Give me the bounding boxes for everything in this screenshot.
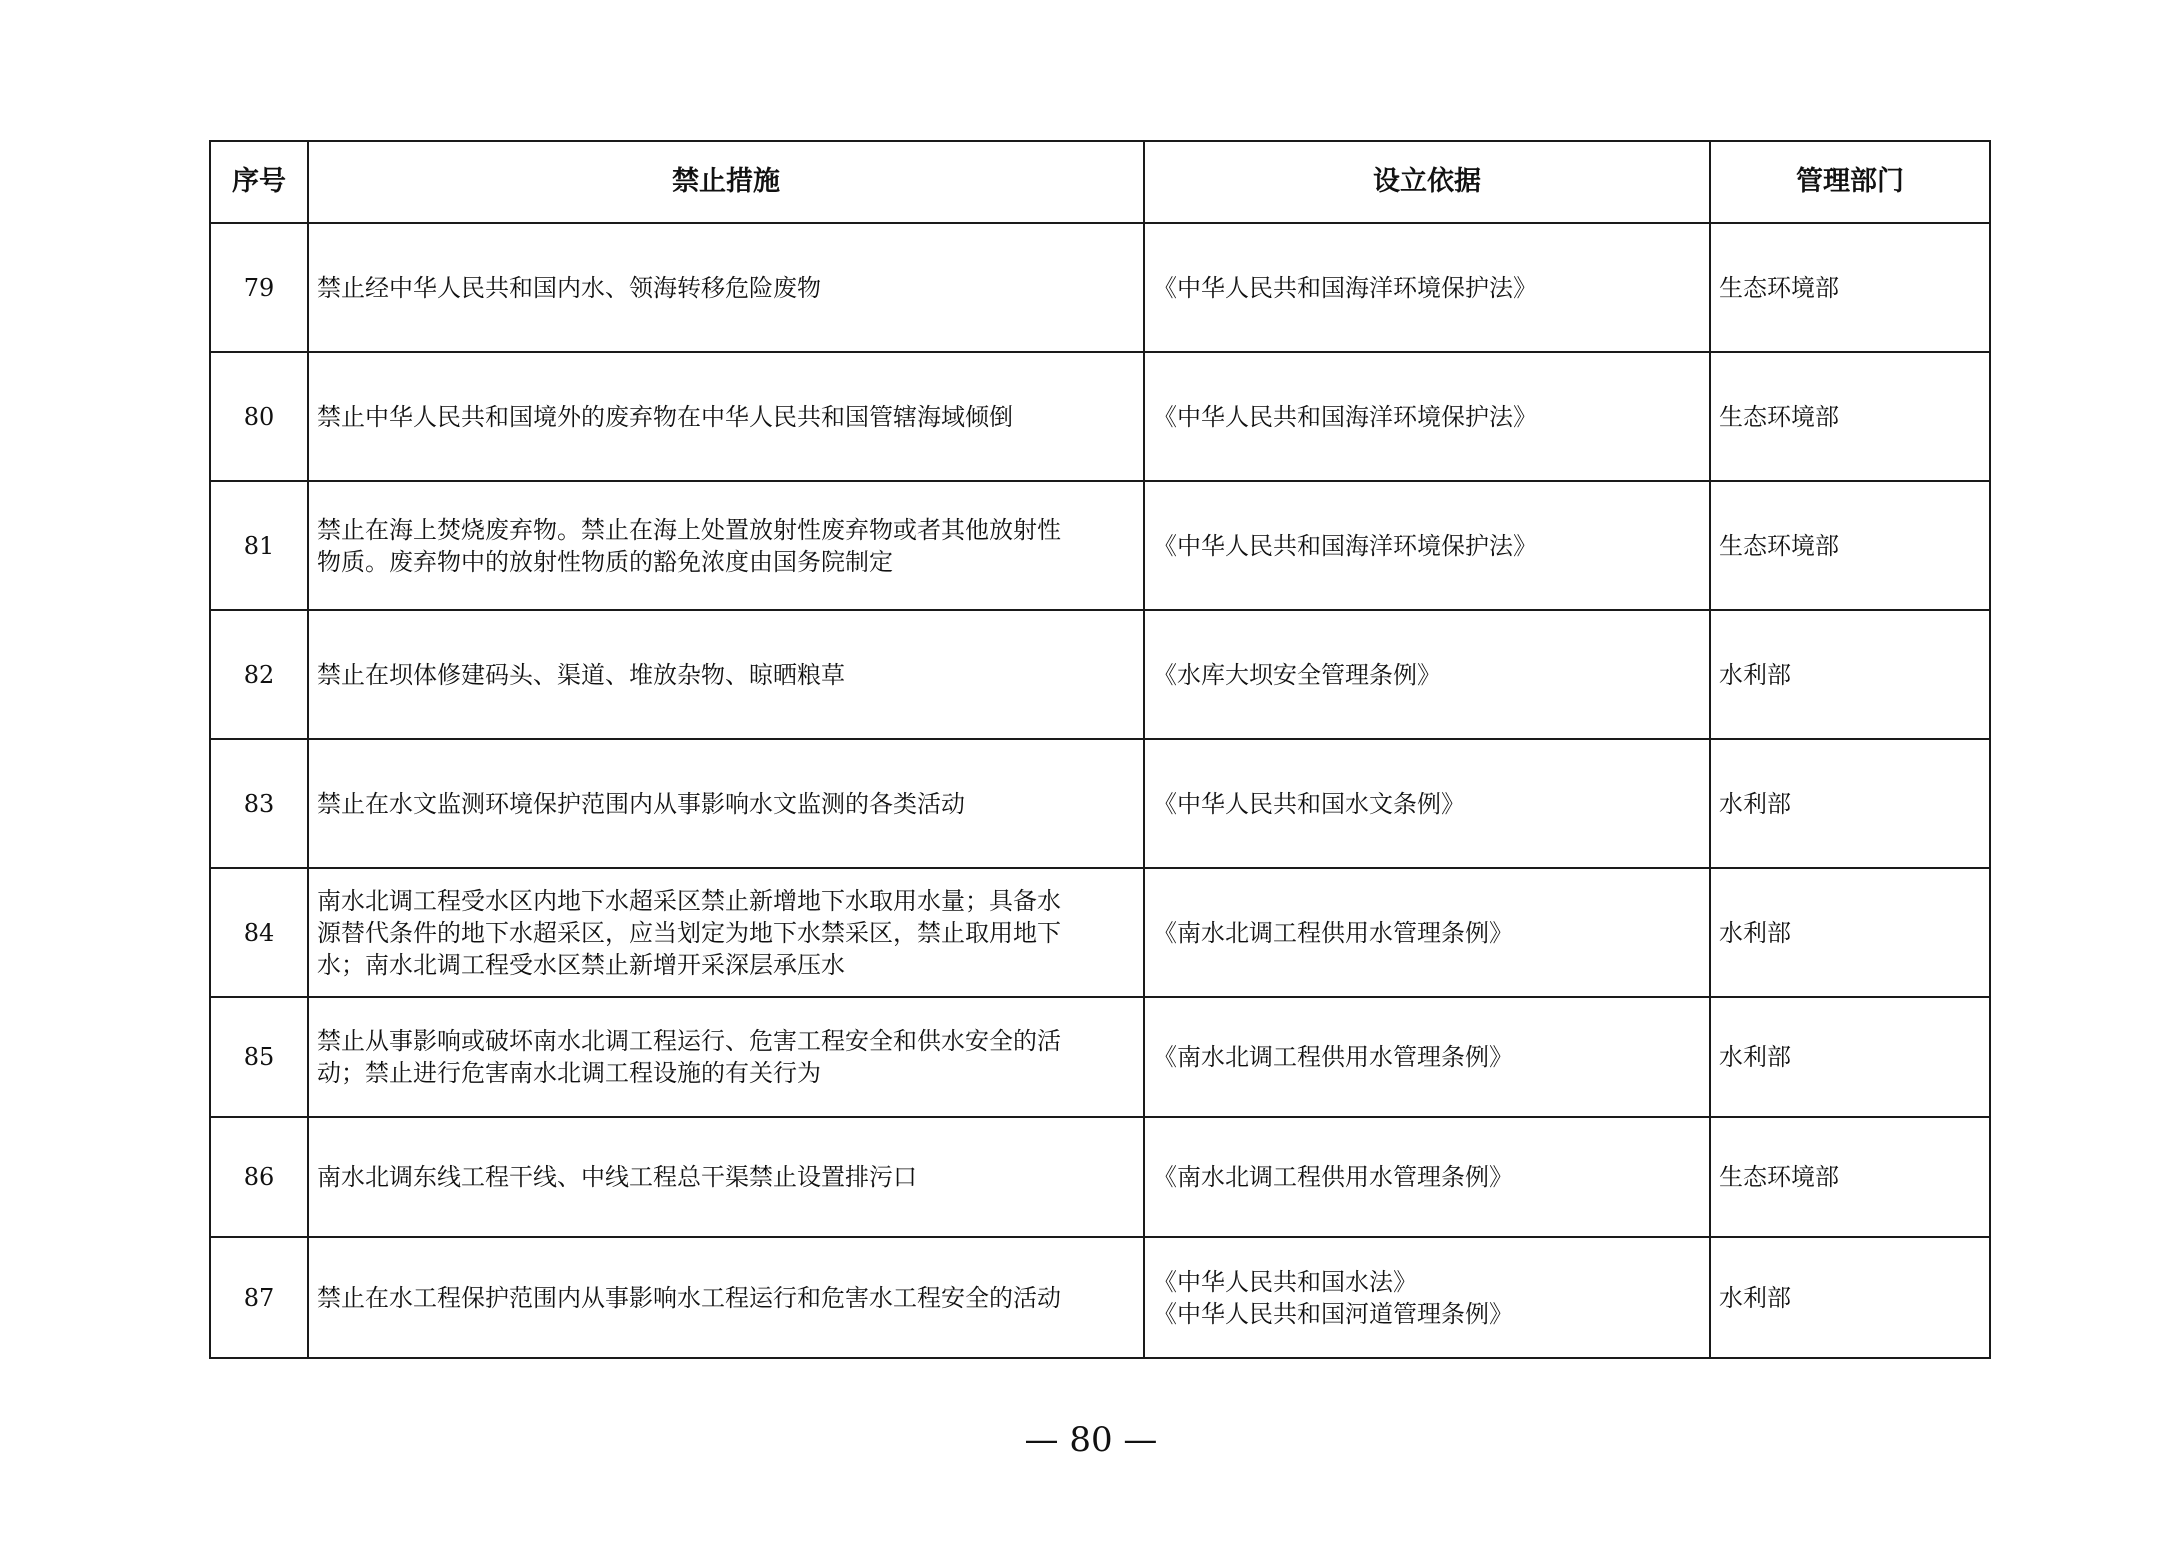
measure-line: 禁止在坝体修建码头、渠道、堆放杂物、晾晒粮草 bbox=[317, 660, 845, 689]
table-row bbox=[210, 1237, 1990, 1358]
row-dept: 水利部 bbox=[1710, 1237, 1990, 1358]
basis-line: 《水库大坝安全管理条例》 bbox=[1153, 660, 1441, 689]
row-num: 79 bbox=[210, 223, 308, 352]
row-num: 81 bbox=[210, 481, 308, 610]
measure-line: 禁止在水文监测环境保护范围内从事影响水文监测的各类活动 bbox=[317, 789, 965, 818]
header-basis: 设立依据 bbox=[1144, 141, 1710, 223]
row-measure bbox=[308, 1237, 1144, 1358]
row-measure bbox=[308, 1117, 1144, 1237]
basis-line: 《南水北调工程供用水管理条例》 bbox=[1153, 1043, 1513, 1071]
header-num: 序号 bbox=[210, 141, 308, 223]
row-basis bbox=[1144, 610, 1710, 739]
basis-line: 《中华人民共和国海洋环境保护法》 bbox=[1153, 402, 1537, 431]
row-num: 83 bbox=[210, 739, 308, 868]
row-dept: 生态环境部 bbox=[1710, 352, 1990, 481]
row-measure bbox=[308, 610, 1144, 739]
basis-line: 《南水北调工程供用水管理条例》 bbox=[1153, 918, 1513, 947]
row-measure bbox=[308, 481, 1144, 610]
row-dept: 水利部 bbox=[1710, 610, 1990, 739]
prohibition-measures-table bbox=[209, 140, 1991, 1359]
header-dept: 管理部门 bbox=[1710, 141, 1990, 223]
measure-line: 禁止在海上焚烧废弃物。禁止在海上处置放射性废弃物或者其他放射性 bbox=[317, 515, 1061, 544]
row-measure bbox=[308, 223, 1144, 352]
row-dept: 水利部 bbox=[1710, 997, 1990, 1117]
measure-line: 物质。废弃物中的放射性物质的豁免浓度由国务院制定 bbox=[317, 547, 893, 576]
measure-line: 水；南水北调工程受水区禁止新增开采深层承压水 bbox=[317, 950, 845, 979]
table-row bbox=[210, 868, 1990, 997]
row-basis bbox=[1144, 868, 1710, 997]
table-row bbox=[210, 352, 1990, 481]
row-dept: 水利部 bbox=[1710, 868, 1990, 997]
row-num: 85 bbox=[210, 997, 308, 1117]
row-measure bbox=[308, 997, 1144, 1117]
basis-line: 《中华人民共和国水法》 bbox=[1153, 1267, 1417, 1296]
measure-line: 南水北调工程受水区内地下水超采区禁止新增地下水取用水量；具备水 bbox=[317, 886, 1061, 915]
basis-line: 《中华人民共和国河道管理条例》 bbox=[1153, 1299, 1513, 1328]
measure-line: 南水北调东线工程干线、中线工程总干渠禁止设置排污口 bbox=[317, 1163, 917, 1191]
header-measure: 禁止措施 bbox=[308, 141, 1144, 223]
measure-line: 禁止经中华人民共和国内水、领海转移危险废物 bbox=[317, 273, 821, 302]
table-row bbox=[210, 223, 1990, 352]
row-measure bbox=[308, 868, 1144, 997]
row-basis bbox=[1144, 481, 1710, 610]
table-row bbox=[210, 610, 1990, 739]
basis-line: 《中华人民共和国水文条例》 bbox=[1153, 789, 1465, 818]
row-num: 86 bbox=[210, 1117, 308, 1237]
row-num: 87 bbox=[210, 1237, 308, 1358]
row-dept: 水利部 bbox=[1710, 739, 1990, 868]
row-dept: 生态环境部 bbox=[1710, 1117, 1990, 1237]
table-row bbox=[210, 1117, 1990, 1237]
row-basis bbox=[1144, 1237, 1710, 1358]
table-row bbox=[210, 481, 1990, 610]
table-row bbox=[210, 739, 1990, 868]
measure-line: 禁止在水工程保护范围内从事影响水工程运行和危害水工程安全的活动 bbox=[317, 1283, 1061, 1312]
measure-line: 禁止从事影响或破坏南水北调工程运行、危害工程安全和供水安全的活 bbox=[317, 1027, 1061, 1055]
row-basis bbox=[1144, 997, 1710, 1117]
basis-line: 《南水北调工程供用水管理条例》 bbox=[1153, 1163, 1513, 1191]
row-basis bbox=[1144, 1117, 1710, 1237]
measure-line: 禁止中华人民共和国境外的废弃物在中华人民共和国管辖海域倾倒 bbox=[317, 402, 1013, 431]
row-dept: 生态环境部 bbox=[1710, 223, 1990, 352]
row-basis bbox=[1144, 739, 1710, 868]
table-row bbox=[210, 997, 1990, 1117]
measure-line: 动；禁止进行危害南水北调工程设施的有关行为 bbox=[317, 1059, 821, 1087]
row-measure bbox=[308, 352, 1144, 481]
table-header-row bbox=[210, 141, 1990, 223]
basis-line: 《中华人民共和国海洋环境保护法》 bbox=[1153, 273, 1537, 302]
row-num: 82 bbox=[210, 610, 308, 739]
basis-line: 《中华人民共和国海洋环境保护法》 bbox=[1153, 531, 1537, 560]
measure-line: 源替代条件的地下水超采区，应当划定为地下水禁采区，禁止取用地下 bbox=[317, 918, 1061, 947]
row-num: 80 bbox=[210, 352, 308, 481]
row-basis bbox=[1144, 223, 1710, 352]
page-number: — 80 — bbox=[1024, 1420, 1158, 1460]
row-num: 84 bbox=[210, 868, 308, 997]
row-measure bbox=[308, 739, 1144, 868]
row-dept: 生态环境部 bbox=[1710, 481, 1990, 610]
row-basis bbox=[1144, 352, 1710, 481]
